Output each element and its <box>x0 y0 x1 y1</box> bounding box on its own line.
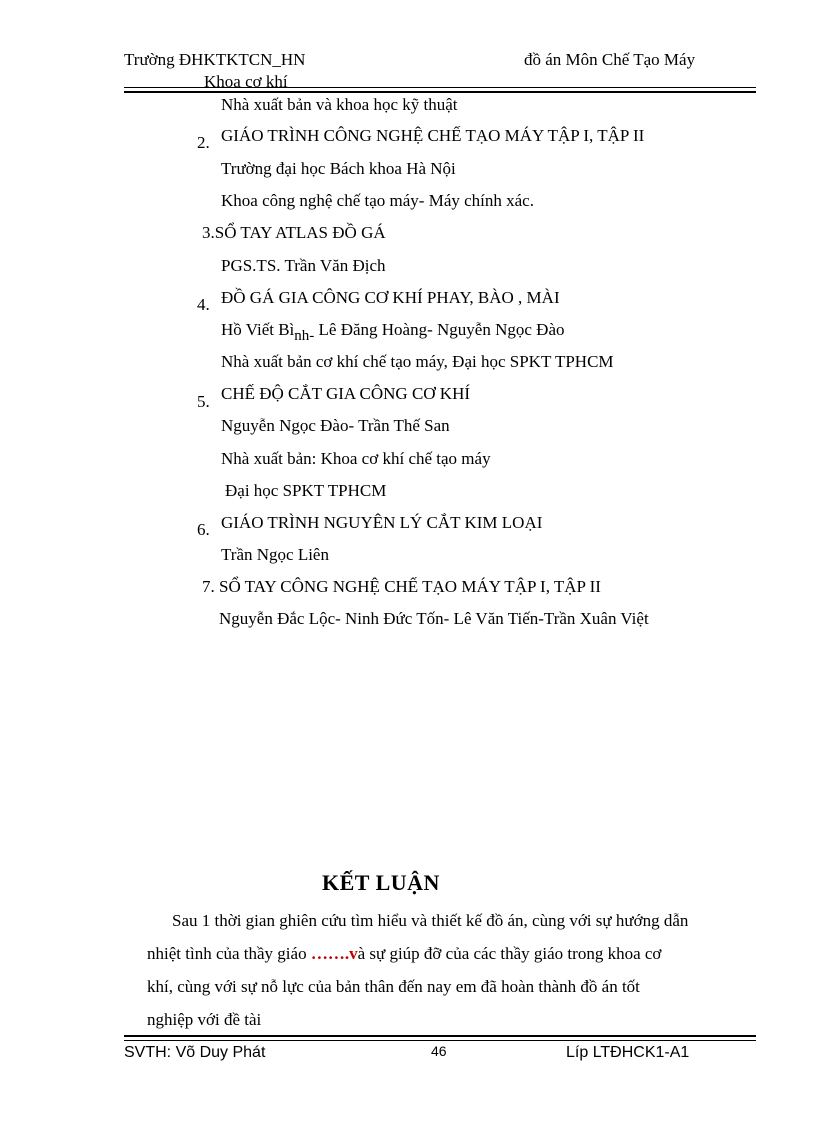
reference-authors <box>221 320 565 344</box>
reference-number: 2. <box>197 133 210 152</box>
header-course: đồ án Môn Chế Tạo Máy <box>524 50 696 69</box>
conclusion-line-4: nghiệp với đề tài <box>147 1010 262 1029</box>
conclusion-text: à sự giúp đỡ của các thầy giáo trong khoa cơ <box>357 944 662 963</box>
reference-continued-line: Nhà xuất bản và khoa học kỹ thuật <box>221 95 458 114</box>
conclusion-line-1: Sau 1 thời gian ghiên cứu tìm hiểu và thiết kế đồ án, cùng với sự hướng dẫn <box>172 911 689 930</box>
footer-page-number: 46 <box>431 1043 447 1059</box>
reference-number: 6. <box>197 520 210 539</box>
reference-number: 7. <box>202 577 215 596</box>
reference-line: Nhà xuất bản: Khoa cơ khí chế tạo máy <box>221 449 491 468</box>
header-rule-bottom <box>124 91 756 93</box>
conclusion-line-3: khí, cùng với sự nỗ lực của bản thân đến nay em đã hoàn thành đồ án tốt <box>147 977 640 996</box>
placeholder-mark: …….v <box>310 944 358 963</box>
reference-line: Nhà xuất bản cơ khí chế tạo máy, Đại học SPKT TPHCM <box>221 352 614 371</box>
reference-heading-3 <box>202 223 386 243</box>
reference-number: 5. <box>197 392 210 411</box>
header-school: Trường ĐHKTKTCN_HN <box>124 50 306 69</box>
reference-title: CHẾ ĐỘ CẮT GIA CÔNG CƠ KHÍ <box>221 384 471 403</box>
footer-rule-bottom <box>124 1040 756 1041</box>
reference-line: Trường đại học Bách khoa Hà Nội <box>221 159 456 178</box>
reference-number: 4. <box>197 295 210 314</box>
authors-rest: Lê Đăng Hoàng- Nguyễn Ngọc Đào <box>314 320 565 339</box>
reference-line: Khoa công nghệ chế tạo máy- Máy chính xác. <box>221 191 534 210</box>
footer-student: SVTH: Võ Duy Phát <box>124 1044 266 1061</box>
authors-main: Hồ Viết Bì <box>221 320 295 339</box>
authors-subscript: nh- <box>294 328 315 344</box>
reference-heading-7 <box>202 577 601 597</box>
reference-title: GIÁO TRÌNH CÔNG NGHỆ CHẾ TẠO MÁY TẬP I, TẬP II <box>221 126 645 145</box>
header-rule-top <box>124 87 756 88</box>
reference-title: ĐỒ GÁ GIA CÔNG CƠ KHÍ PHAY, BÀO , MÀI <box>221 288 560 307</box>
reference-line: Nguyễn Đắc Lộc- Ninh Đức Tốn- Lê Văn Tiến-Trần Xuân Việt <box>219 609 649 628</box>
footer-rule-top <box>124 1035 756 1037</box>
footer-class: Líp LTĐHCK1-A1 <box>566 1044 690 1061</box>
conclusion-text: nhiệt tình của thầy giáo <box>147 944 311 963</box>
reference-title: SỔ TAY ATLAS ĐỒ GÁ <box>214 223 386 242</box>
reference-line: Đại học SPKT TPHCM <box>225 481 387 500</box>
reference-line: PGS.TS. Trần Văn Địch <box>221 256 386 275</box>
reference-title: GIÁO TRÌNH NGUYÊN LÝ CẮT KIM LOẠI <box>221 513 543 532</box>
reference-number: 3. <box>202 223 215 242</box>
conclusion-line-2 <box>147 944 661 964</box>
conclusion-heading: KẾT LUẬN <box>322 870 440 895</box>
header-department: Khoa cơ khí <box>204 72 288 91</box>
reference-title: SỔ TAY CÔNG NGHỆ CHẾ TẠO MÁY TẬP I, TẬP II <box>219 577 601 596</box>
reference-line: Nguyễn Ngọc Đào- Trần Thế San <box>221 416 450 435</box>
reference-line: Trần Ngọc Liên <box>221 545 329 564</box>
